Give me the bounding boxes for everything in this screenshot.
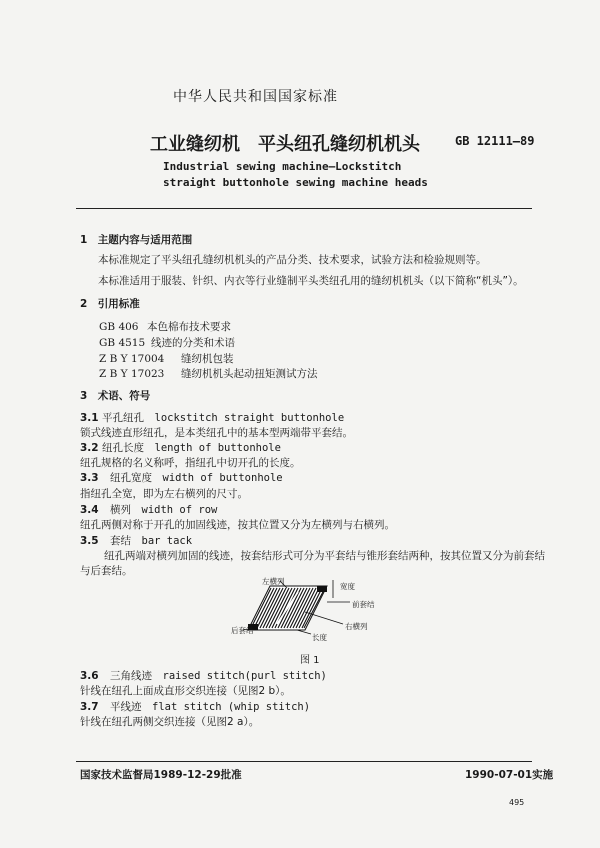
ref-code: Z B Y 17004 (99, 353, 165, 365)
term-number: 3.5 (80, 535, 99, 547)
section-1-heading: 1 主题内容与适用范围 (80, 234, 193, 246)
standard-code: GB 12111—89 (455, 134, 535, 148)
org-standard-label: 中华人民共和国国家标准 (173, 89, 338, 105)
term-3-6-definition: 针线在纽孔上面成直形交织连接（见图2 b）。 (80, 685, 291, 697)
term-number: 3.4 (80, 504, 99, 516)
label-back-tack: 后套结 (231, 626, 254, 635)
ref-item (99, 335, 235, 350)
term-3-2 (80, 440, 281, 455)
term-title: 纽孔长度 length of buttonhole (102, 442, 281, 454)
term-3-4 (80, 502, 217, 517)
ref-title: 缝纫机包装 (181, 353, 234, 365)
term-3-1-definition: 锁式线迹直形纽孔，是本类纽孔中的基本型两端带平套结。 (80, 427, 353, 439)
effective-date: 1990-07-01实施 (465, 769, 554, 781)
footer-divider (76, 761, 532, 762)
ref-item (99, 351, 234, 366)
header-divider (76, 208, 532, 209)
section-3-heading: 3 术语、符号 (80, 390, 151, 402)
section-1-paragraph-2: 本标准适用于服装、针织、内衣等行业缝制平头类纽孔用的缝纫机机头（以下简称“机头”）。 (98, 275, 524, 287)
term-3-6 (80, 668, 327, 683)
term-3-7-definition: 针线在纽孔两侧交织连接（见图2 a）。 (80, 716, 260, 728)
term-title: 三角线迹 raised stitch(purl stitch) (110, 670, 327, 682)
approval-note: 国家技术监督局1989-12-29批准 (80, 769, 242, 781)
term-number: 3.3 (80, 472, 99, 484)
ref-code: GB 4515 (99, 337, 146, 349)
ref-title: 缝纫机机头起动扭矩测试方法 (181, 368, 318, 380)
ref-title: 本色棉布技术要求 (147, 321, 231, 333)
label-right-row: 右横列 (345, 622, 368, 631)
term-number: 3.6 (80, 670, 99, 682)
front-tack-mark (317, 586, 327, 592)
label-width: 宽度 (340, 582, 355, 591)
english-title-line1: Industrial sewing machine—Lockstitch (163, 160, 402, 173)
english-title-line2: straight buttonhole sewing machine heads (163, 176, 428, 189)
page-title: 工业缝纫机 平头纽孔缝纫机机头 (150, 134, 420, 155)
section-2-heading: 2 引用标准 (80, 298, 140, 310)
figure-caption: 图 1 (300, 655, 320, 666)
term-3-3 (80, 470, 283, 485)
term-number: 3.2 (80, 442, 99, 454)
term-number: 3.1 (80, 412, 99, 424)
term-title: 平线迹 flat stitch (whip stitch) (110, 701, 311, 713)
buttonhole-stitches (248, 586, 327, 630)
term-3-5 (80, 533, 192, 548)
label-left-row: 左横列 (262, 577, 285, 586)
ref-item (99, 366, 318, 381)
term-3-5-definition-line2: 与后套结。 (80, 565, 133, 577)
term-3-5-definition-line1: 纽孔两端对横列加固的线迹，按套结形式可分为平套结与锥形套结两种，按其位置又分为前套结 (104, 550, 545, 562)
term-title: 套结 bar tack (110, 535, 193, 547)
label-length: 长度 (312, 633, 327, 642)
page-number: 495 (509, 798, 525, 807)
term-3-3-definition: 指纽孔全宽，即为左右横列的尺寸。 (80, 488, 248, 500)
label-front-tack: 前套结 (352, 600, 375, 609)
ref-code: GB 406 (99, 321, 139, 333)
term-title: 平孔纽孔 lockstitch straight buttonhole (102, 412, 345, 424)
section-1-paragraph-1: 本标准规定了平头纽孔缝纫机机头的产品分类、技术要求，试验方法和检验规则等。 (98, 254, 487, 266)
term-title: 纽孔宽度 width of buttonhole (110, 472, 283, 484)
term-number: 3.7 (80, 701, 99, 713)
ref-code: Z B Y 17023 (99, 368, 165, 380)
term-title: 横列 width of row (110, 504, 218, 516)
term-3-4-definition: 纽孔两侧对称于开孔的加固线迹，按其位置又分为左横列与右横列。 (80, 519, 395, 531)
buttonhole-diagram (215, 572, 390, 650)
ref-title: 线迹的分类和术语 (151, 337, 235, 349)
term-3-7 (80, 699, 310, 714)
ref-item (99, 319, 231, 334)
term-3-1 (80, 410, 344, 425)
term-3-2-definition: 纽孔规格的名义称呼，指纽孔中切开孔的长度。 (80, 457, 301, 469)
